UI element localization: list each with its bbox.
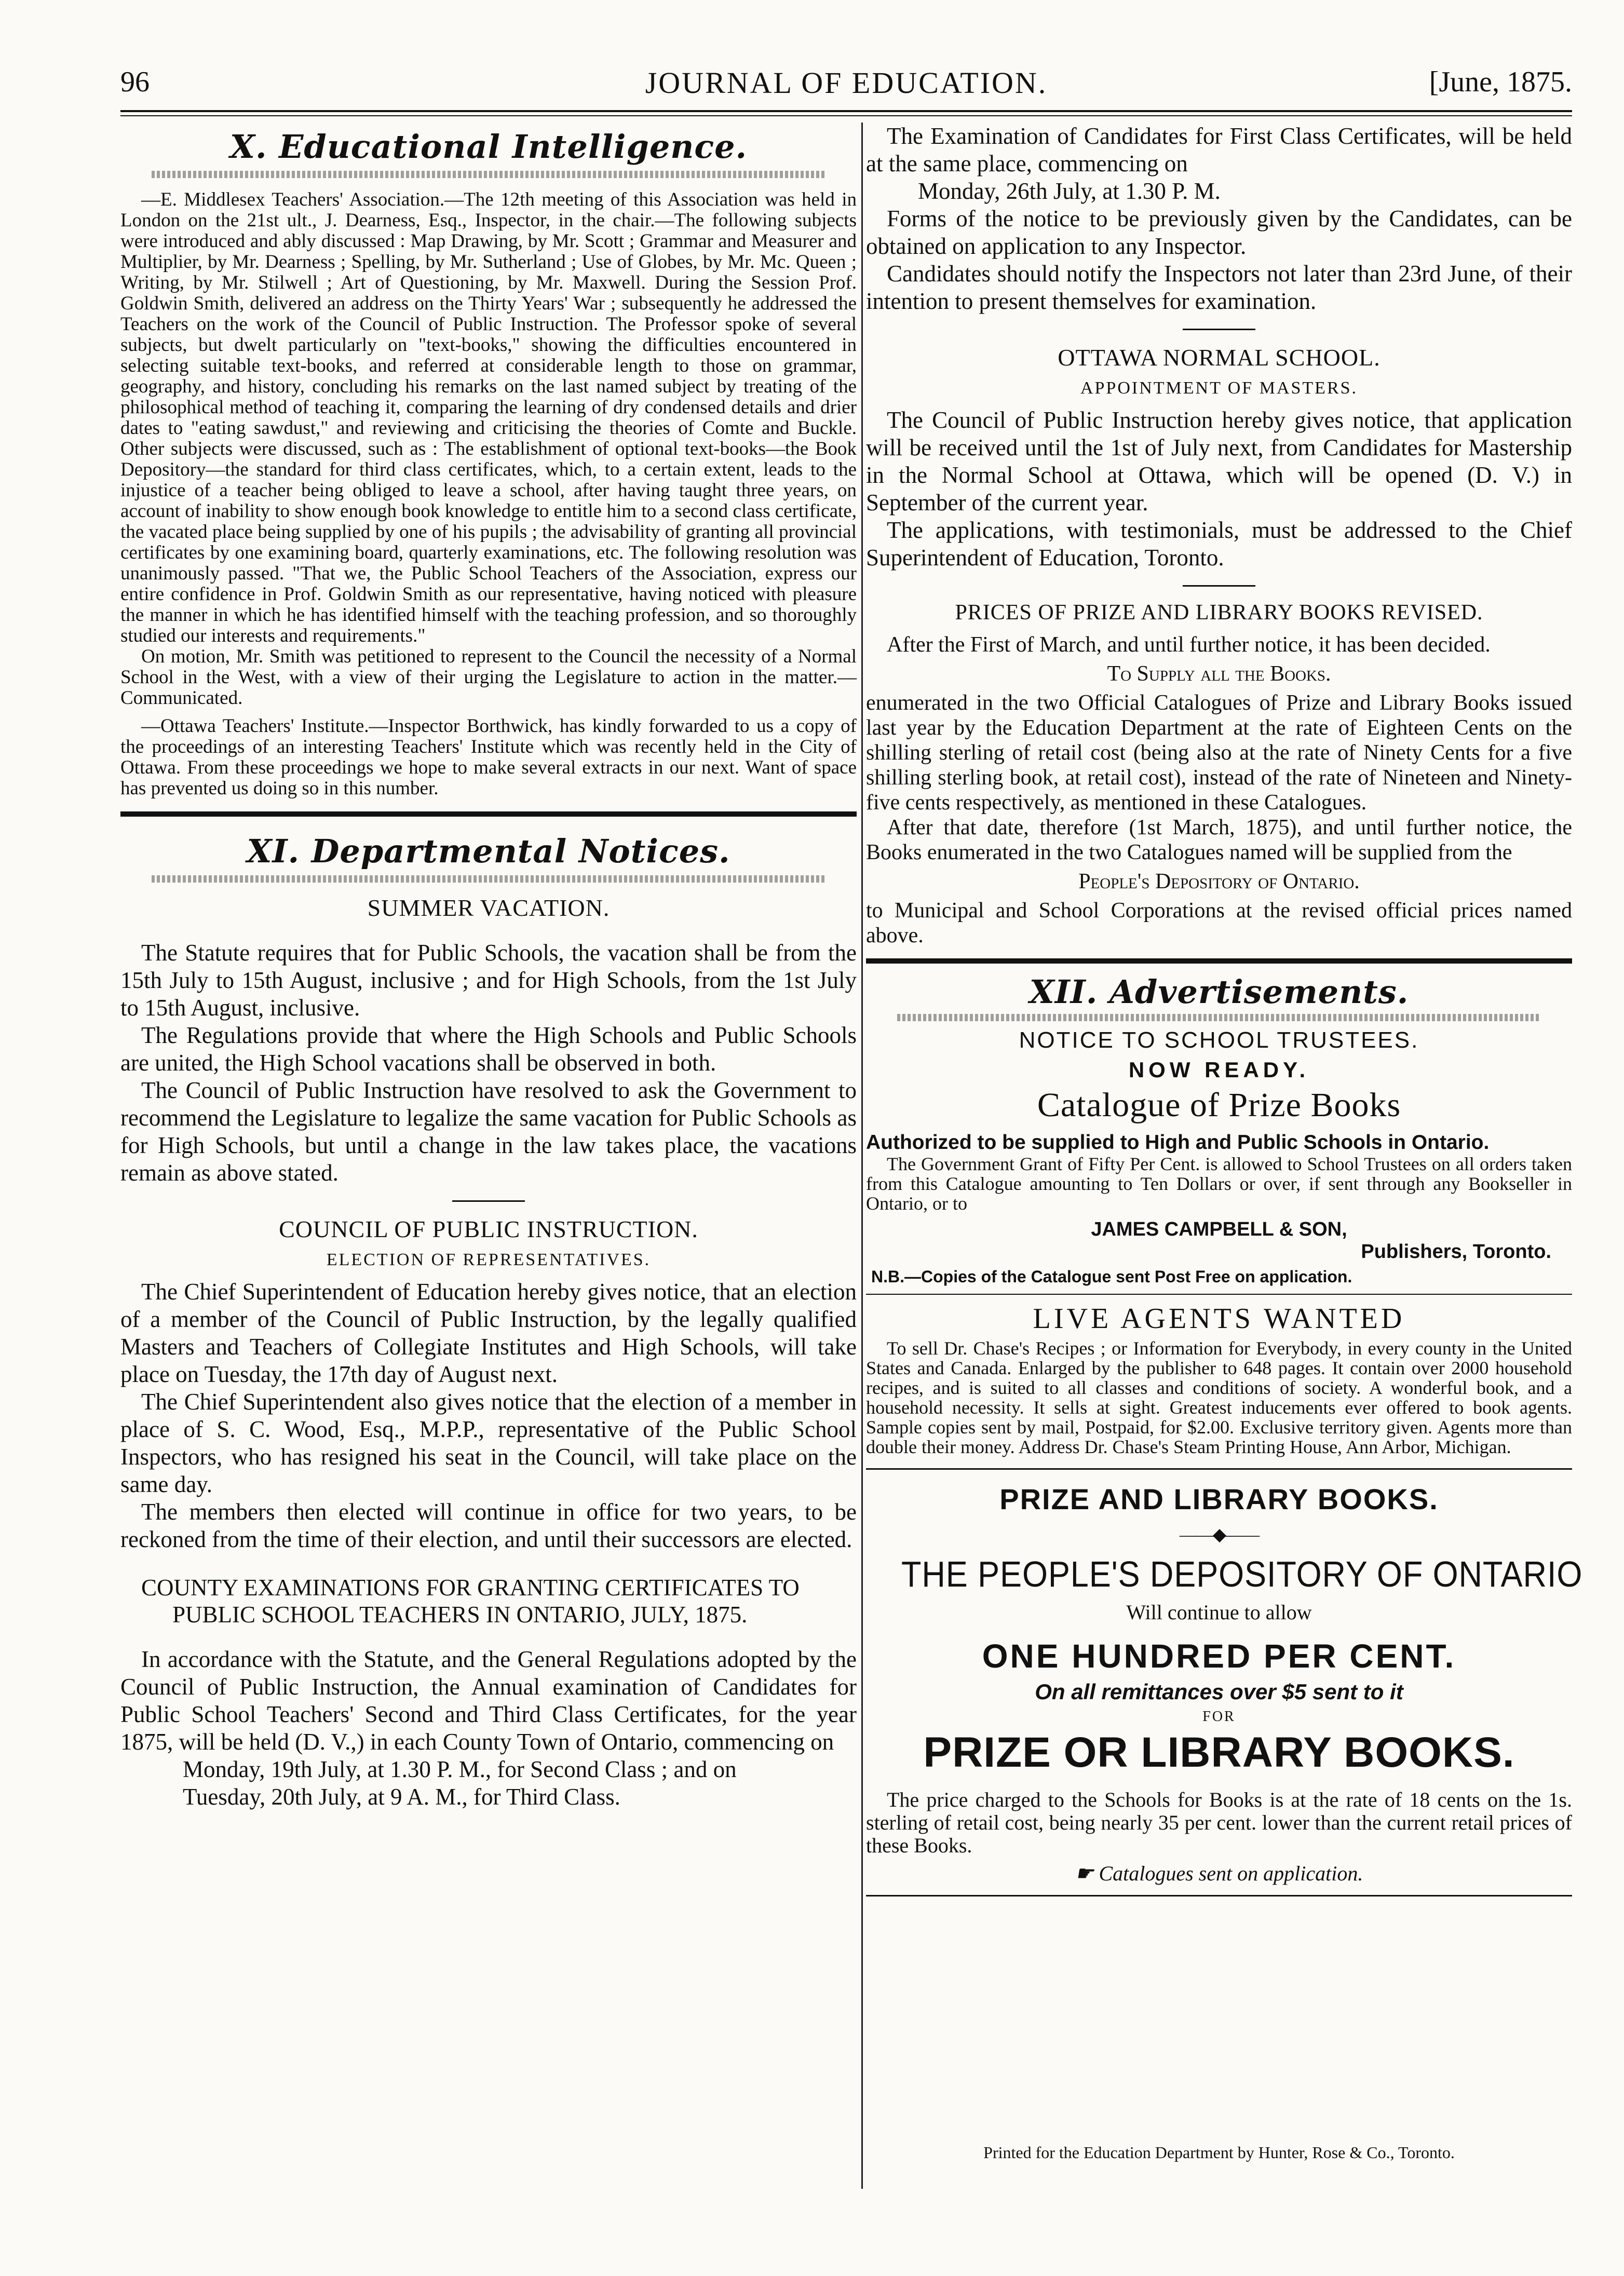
section-xii-title: XII. Advertisements. — [1029, 973, 1409, 1011]
council-paragraph-2: The Chief Superintendent also gives notice that the election of a member in place of S. C. Wood, Esq., M.P.P., representative of the Public School Inspectors, who has resigned his seat in the Council, will take place on the same day. — [120, 1389, 857, 1497]
header-rule — [120, 110, 1572, 116]
county-paragraph-3: Tuesday, 20th July, at 9 A. M., for Third Class. — [183, 1784, 620, 1810]
ottawa-institute-paragraph: —Ottawa Teachers' Institute.—Inspector Borthwick, has kindly forwarded to us a copy of the proceedings of an interesting Teachers' Institute which was recently held in the City of Ottawa. From these proceedings we hope to make several extracts in our next. Want of space has prevented us doing so in this number. — [120, 715, 857, 799]
ad3-title: PRIZE AND LIBRARY BOOKS. — [999, 1483, 1439, 1515]
council-subheading: ELECTION OF REPRESENTATIVES. — [326, 1250, 651, 1269]
middlesex-motion-paragraph: On motion, Mr. Smith was petitioned to represent to the Council the necessity of a Normal School in the West, with a view of their urging the Legislature to action in the matter.—Communicated. — [120, 646, 857, 709]
ad-prize-catalogue — [866, 1027, 1572, 1286]
ad1-catalogue-title: Catalogue of Prize Books — [1037, 1086, 1401, 1124]
wavy-rule — [152, 875, 825, 883]
ad-divider — [866, 1895, 1572, 1896]
issue-date: [June, 1875. — [1429, 66, 1572, 98]
column-divider — [861, 123, 863, 2189]
ottawa-normal-heading: OTTAWA NORMAL SCHOOL. — [1058, 344, 1381, 371]
prices-paragraph-3: After that date, therefore (1st March, 1875), and until further notice, the Books enumerated in the two Catalogues named will be supplied from the — [866, 816, 1572, 864]
ad2-body: To sell Dr. Chase's Recipes ; or Information for Everybody, in every county in the United States and Canada. Enlarged by the publisher to 648 pages. It contain over 2000 household recipes, and is suited to all classes and conditions of society. A wonderful book, and a household necessity. It sells at sight. Greatest inducements ever offered to book agents. Sample copies sent by mail, Postpaid, for $2.00. Exclusive territory given. Agents more than double their money. Address Dr. Chase's Steam Printing House, Ann Arbor, Michigan. — [866, 1338, 1572, 1457]
ad-live-agents — [866, 1302, 1572, 1457]
ad1-grant-text: The Government Grant of Fifty Per Cent. is allowed to School Trustees on all orders taken from this Catalogue amounting to Ten Dollars or over, if sent through any Bookseller in Ontario, or to — [866, 1154, 1572, 1214]
county-paragraph-1: In accordance with the Statute, and the General Regulations adopted by the Council of Public Instruction, the Annual examination of Candidates for Public School Teachers' Second and Third Class Certificates, for the year 1875, will be held (D. V.,) in each County Town of Ontario, commencing on — [120, 1646, 857, 1755]
running-header — [120, 61, 1572, 108]
ad1-notice-heading: NOTICE TO SCHOOL TRUSTEES. — [1019, 1027, 1419, 1053]
section-xi-title: XI. Departmental Notices. — [247, 832, 730, 870]
ottawa-normal-paragraph-2: The applications, with testimonials, must be addressed to the Chief Superintendent of Education, Toronto. — [866, 517, 1572, 571]
ad3-continue: Will continue to allow — [1126, 1601, 1312, 1624]
summer-paragraph-3: The Council of Public Instruction have resolved to ask the Government to recommend the Legislature to legalize the same vacation for Public Schools as for High Schools, but until a change in the law takes place, the vacations remain as above stated. — [120, 1077, 857, 1186]
prices-supply-line: To Supply all the Books. — [1107, 662, 1331, 686]
prices-heading: PRICES OF PRIZE AND LIBRARY BOOKS REVISED. — [955, 601, 1483, 625]
exam-paragraph-2: Monday, 26th July, at 1.30 P. M. — [918, 178, 1221, 204]
ad3-remittances: On all remittances over $5 sent to it — [1035, 1679, 1403, 1704]
summer-paragraph-1: The Statute requires that for Public Schools, the vacation shall be from the 15th July to 15th August, inclusive ; and for High Schools, from the 1st July to 15th August, inclusive. — [120, 940, 857, 1021]
council-heading: COUNCIL OF PUBLIC INSTRUCTION. — [279, 1216, 698, 1242]
short-rule — [1183, 329, 1255, 330]
exam-paragraph-4: Candidates should notify the Inspectors not later than 23rd June, of their intention to present themselves for examination. — [866, 261, 1572, 314]
journal-title: JOURNAL OF EDUCATION. — [645, 66, 1048, 100]
ad1-now-ready: NOW READY. — [1128, 1058, 1310, 1082]
ad1-authorized: Authorized to be supplied to High and Public Schools in Ontario. — [866, 1131, 1490, 1154]
ad3-depository: THE PEOPLE'S DEPOSITORY OF ONTARIO — [901, 1554, 1583, 1594]
short-rule — [452, 1200, 525, 1202]
ottawa-normal-subheading: APPOINTMENT OF MASTERS. — [1080, 378, 1358, 398]
ad-divider — [866, 1294, 1572, 1295]
exam-paragraph-1: The Examination of Candidates for First Class Certificates, will be held at the same place, commencing on — [866, 123, 1572, 177]
ad1-nb-line: N.B.—Copies of the Catalogue sent Post Free on application. — [871, 1267, 1352, 1286]
council-paragraph-1: The Chief Superintendent of Education hereby gives notice, that an election of a member of the Council of Public Instruction, by the legally qualified Masters and Teachers of Collegiate Institutes and High Schools, will take place on Tuesday, the 17th day of August next. — [120, 1279, 857, 1387]
prices-paragraph-4: to Municipal and School Corporations at the revised official prices named above. — [866, 899, 1572, 947]
section-rule — [120, 811, 857, 817]
printer-footer: Printed for the Education Department by Hunter, Rose & Co., Toronto. — [983, 2143, 1455, 2162]
ad3-hundred-per-cent: ONE HUNDRED PER CENT. — [982, 1637, 1456, 1675]
wavy-rule — [897, 1014, 1541, 1021]
page-number: 96 — [120, 66, 150, 98]
summer-paragraph-2: The Regulations provide that where the High Schools and Public Schools are united, the High School vacations shall be observed in both. — [120, 1022, 857, 1076]
short-rule — [1183, 585, 1255, 587]
ad-peoples-depository — [866, 1482, 1583, 1886]
ad1-publishers: Publishers, Toronto. — [1361, 1241, 1551, 1263]
ad1-firm-name: JAMES CAMPBELL & SON, — [1091, 1218, 1347, 1240]
county-exam-heading: COUNTY EXAMINATIONS FOR GRANTING CERTIFICATES TO PUBLIC SCHOOL TEACHERS IN ONTARIO, JULY, 1875. — [141, 1575, 800, 1628]
county-paragraph-2: Monday, 19th July, at 1.30 P. M., for Second Class ; and on — [183, 1756, 737, 1782]
ad2-title: LIVE AGENTS WANTED — [1033, 1303, 1405, 1335]
prices-paragraph-1: After the First of March, and until further notice, it has been decided. — [887, 633, 1491, 657]
exam-paragraph-3: Forms of the notice to be previously given by the Candidates, can be obtained on application to any Inspector. — [866, 206, 1572, 259]
ottawa-normal-paragraph-1: The Council of Public Instruction hereby gives notice, that application will be received until the 1st of July next, from Candidates for Mastership in the Normal School at Ottawa, which will be opened (D. V.) in September of the current year. — [866, 407, 1572, 516]
ad3-price-text: The price charged to the Schools for Books is at the rate of 18 cents on the 1s. sterling of retail cost, being nearly 35 per cent. lower than the current retail prices of these Books. — [866, 1788, 1572, 1857]
wavy-rule — [152, 171, 825, 178]
summer-vacation-heading: SUMMER VACATION. — [367, 895, 610, 921]
council-paragraph-3: The members then elected will continue in office for two years, to be reckoned from the time of their election, and until their successors are elected. — [120, 1499, 857, 1552]
ornament-divider-icon: ——◆—— — [1179, 1525, 1259, 1545]
prices-depository-line: People's Depository of Ontario. — [1078, 870, 1360, 893]
left-column — [120, 123, 857, 1811]
ad-divider — [866, 1468, 1572, 1470]
ad3-prize-or-library: PRIZE OR LIBRARY BOOKS. — [923, 1729, 1515, 1776]
ad3-for: FOR — [1202, 1709, 1236, 1725]
middlesex-paragraph: —E. Middlesex Teachers' Association.—The 12th meeting of this Association was held in London on the 21st ult., J. Dearness, Esq., Inspector, in the chair.—The following subjects were introduced and ably discussed : Map Drawing, by Mr. Scott ; Grammar and Measurer and Multiplier, by Mr. Dearness ; Spelling, by Mr. Sutherland ; Use of Globes, by Mr. Mc. Queen ; Writing, by Mr. Stilwell ; Art of Questioning, by Mr. Maxwell. During the Session Prof. Goldwin Smith, delivered an address on the Thirty Years' War ; subsequently he addressed the Teachers on the work of the Council of Public Instruction. The Professor spoke of several subjects, but dwelt particularly on "text-books," showing the difficulties encountered in selecting suitable text-books, and referred at considerable length to those on grammar, geography, and history, concluding his remarks on the last named subject by treating of the philosophical method of teaching it, comparing the learning of dry condensed details and drier dates to "eating sawdust," and reviewing and criticising the theories of Comte and Buckle. Other subjects were discussed, such as : The establishment of optional text-books—the Book Depository—the standard for third class certificates, which, to a certain extent, leads to the injustice of a teacher being obliged to leave a school, after having taught three years, on account of inability to show enough book knowledge to entitle him to a second class certificate, the vacated place being supplied by one of his pupils ; the advisability of granting all provincial certificates by one examining board, quarterly examinations, etc. The following resolution was unanimously passed. "That we, the Public School Teachers of the Association, express our entire confidence in Prof. Goldwin Smith as our representative, having noticed with pleasure the manner in which he has identified himself with the teaching profession, and so thoroughly studied our interests and requirements." — [120, 189, 857, 646]
section-x-title: X. Educational Intelligence. — [229, 128, 748, 166]
right-column — [866, 123, 1583, 1906]
ad3-catalogues-line: ☛ Catalogues sent on application. — [1075, 1862, 1363, 1885]
prices-paragraph-2: enumerated in the two Official Catalogues of Prize and Library Books issued last year by the Education Department at the rate of Eighteen Cents on the shilling sterling of retail cost (being also at the rate of Ninety Cents for a five shilling sterling book, at retail cost), instead of the rate of Nineteen and Ninety-five cents respectively, as mentioned in these Catalogues. — [866, 691, 1572, 815]
section-rule — [866, 958, 1572, 964]
